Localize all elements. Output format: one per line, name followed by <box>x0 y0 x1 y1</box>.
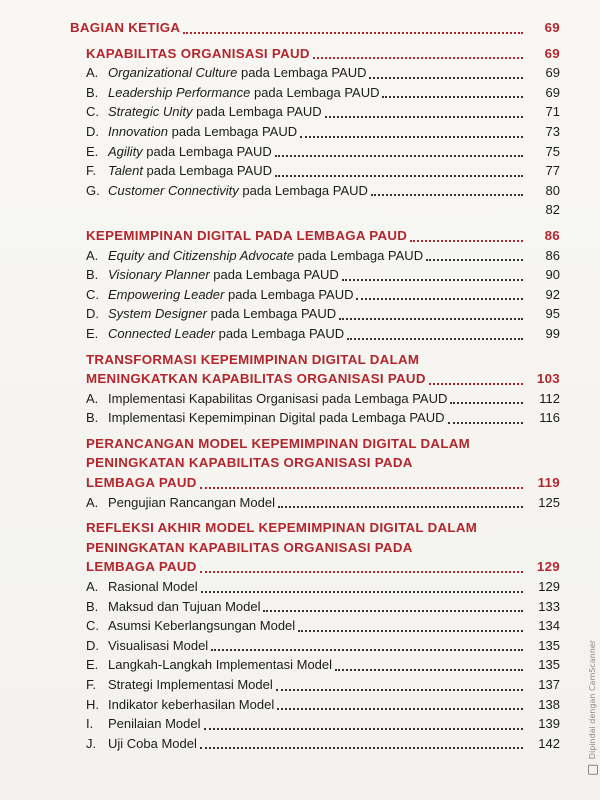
dot-leader <box>278 505 523 508</box>
dot-leader <box>204 727 523 730</box>
entry-page-number: 71 <box>545 104 560 120</box>
entry-title-text: Penilaian Model <box>108 716 201 732</box>
dot-leader <box>275 154 523 157</box>
entry-title <box>108 734 197 754</box>
entry-title-text: pada Lembaga PAUD <box>238 182 368 198</box>
entry-title <box>108 181 368 201</box>
toc-entry[interactable] <box>60 493 560 513</box>
entry-title-text: pada Lembaga PAUD <box>250 84 380 100</box>
entry-title-text: pada Lembaga PAUD <box>192 104 322 120</box>
dot-leader <box>450 401 523 404</box>
entry-page-number: 125 <box>538 494 560 510</box>
entry-title-italic: Strategic Unity <box>108 104 193 120</box>
entry-title <box>108 142 272 162</box>
toc-entry[interactable] <box>60 616 560 636</box>
toc-entry[interactable] <box>60 324 560 344</box>
entry-title-text: pada Lembaga PAUD <box>206 306 337 322</box>
section-heading-text: TRANSFORMASI KEPEMIMPINAN DIGITAL DALAM <box>86 351 420 367</box>
section-page-number: 103 <box>536 371 560 387</box>
entry-title <box>108 636 208 656</box>
toc-entry[interactable] <box>60 246 560 266</box>
entry-letter: A. <box>86 494 99 510</box>
toc-entry[interactable] <box>60 597 560 617</box>
section-heading[interactable] <box>60 369 560 389</box>
entry-letter: E. <box>86 143 99 159</box>
section-heading[interactable] <box>60 557 560 577</box>
entry-title-text: Maksud dan Tujuan Model <box>108 598 261 614</box>
entry-letter: C. <box>86 618 99 634</box>
entry-page-number: 129 <box>538 579 560 595</box>
dot-leader <box>263 609 523 612</box>
entry-title <box>108 161 272 181</box>
section-heading-line[interactable] <box>60 350 560 370</box>
dot-leader <box>410 239 523 242</box>
section-heading-text: PERANCANGAN MODEL KEPEMIMPINAN DIGITAL DALAM <box>86 435 471 451</box>
toc-entry[interactable] <box>60 181 560 201</box>
entry-title-italic: Equity and Citizenship Advocate <box>108 247 294 263</box>
entry-title-text: Langkah-Langkah Implementasi Model <box>108 657 333 673</box>
toc-entry[interactable] <box>60 675 560 695</box>
entry-title-text: pada Lembaga PAUD <box>293 247 424 263</box>
entry-title-text: pada Lembaga PAUD <box>142 143 272 159</box>
entry-title <box>108 63 366 83</box>
entry-title <box>108 714 201 734</box>
toc-entry[interactable] <box>60 285 560 305</box>
entry-title <box>108 285 353 305</box>
entry-title-italic: Connected Leader <box>108 325 215 341</box>
entry-page-number: 69 <box>545 65 560 81</box>
entry-title <box>108 616 295 636</box>
entry-page-number: 75 <box>545 143 560 159</box>
dot-leader <box>211 648 523 651</box>
entry-letter: F. <box>86 677 97 692</box>
dot-leader <box>382 95 523 98</box>
toc-entry[interactable] <box>60 577 560 597</box>
entry-page-number: 138 <box>538 696 560 712</box>
entry-letter: A. <box>86 65 99 81</box>
entry-page-number: 142 <box>538 735 560 751</box>
entry-letter: H. <box>86 696 99 712</box>
section-heading-text: LEMBAGA PAUD <box>86 475 197 491</box>
entry-title <box>108 597 260 617</box>
dot-leader <box>276 688 523 691</box>
entry-letter: D. <box>86 306 99 322</box>
toc-entry[interactable] <box>60 83 560 103</box>
entry-title <box>108 408 445 428</box>
entry-page-number: 112 <box>539 390 560 406</box>
dot-leader <box>200 486 523 489</box>
entry-title-text: Strategi Implementasi Model <box>108 677 273 692</box>
entry-letter: C. <box>86 286 99 302</box>
dot-leader <box>200 570 523 573</box>
entry-page-number: 133 <box>538 598 560 614</box>
entry-letter: B. <box>86 410 99 426</box>
section-heading[interactable] <box>60 226 560 246</box>
entry-page-number: 135 <box>538 637 560 653</box>
toc-entry[interactable] <box>60 161 560 181</box>
dot-leader <box>356 297 523 300</box>
section-page-number: 69 <box>544 20 560 35</box>
entry-title-text: Asumsi Keberlangsungan Model <box>108 618 296 634</box>
toc-entry[interactable] <box>60 695 560 715</box>
section-heading-text: PENINGKATAN KAPABILITAS ORGANISASI PADA <box>86 539 413 555</box>
entry-title-italic: Empowering Leader <box>108 286 225 302</box>
entry-page-number: 69 <box>545 84 560 100</box>
entry-page-number: 139 <box>538 716 560 732</box>
entry-title <box>108 675 273 695</box>
entry-letter: A. <box>86 247 99 263</box>
entry-title <box>108 577 198 597</box>
section-page-number: 119 <box>537 475 560 491</box>
entry-title-italic: Talent <box>108 163 143 179</box>
toc-entry[interactable] <box>60 304 560 324</box>
section-page-number: 129 <box>536 559 560 575</box>
entry-title <box>108 83 379 103</box>
entry-title-text: pada Lembaga PAUD <box>209 267 339 283</box>
entry-letter: B. <box>86 84 99 100</box>
entry-title-text: Pengujian Rancangan Model <box>108 494 275 510</box>
entry-title-italic: Customer Connectivity <box>108 182 239 198</box>
section-page-number: 69 <box>544 45 560 61</box>
section-heading[interactable] <box>60 44 560 64</box>
entry-letter: G. <box>86 182 100 198</box>
entry-page-number: 80 <box>545 182 560 198</box>
entry-page-number: 73 <box>545 123 560 139</box>
section-heading-text: PENINGKATAN KAPABILITAS ORGANISASI PADA <box>86 455 413 471</box>
watermark-text: Dipindai dengan CamScanner <box>588 640 597 760</box>
entry-letter: A. <box>86 579 99 595</box>
dot-leader <box>369 76 523 79</box>
table-of-contents <box>60 18 560 753</box>
section-heading-line[interactable] <box>60 434 560 454</box>
entry-title <box>108 695 274 715</box>
toc-entry[interactable] <box>60 265 560 285</box>
dot-leader <box>347 337 523 340</box>
dot-leader <box>275 174 523 177</box>
section-heading-text: REFLEKSI AKHIR MODEL KEPEMIMPINAN DIGITAL DALAM <box>86 520 478 536</box>
entry-title-text: Implementasi Kepemimpinan Digital pada Lembaga PAUD <box>108 410 445 426</box>
entry-title <box>108 102 322 122</box>
dot-leader <box>313 56 523 59</box>
toc-entry[interactable] <box>60 63 560 83</box>
entry-title-text: pada Lembaga PAUD <box>224 286 354 302</box>
entry-title-italic: System Designer <box>108 306 207 322</box>
dot-leader <box>325 115 523 118</box>
entry-title-italic: Visionary Planner <box>108 267 210 283</box>
entry-title-text: pada Lembaga PAUD <box>168 123 298 139</box>
entry-title <box>108 246 423 266</box>
entry-letter: B. <box>86 598 99 614</box>
camscanner-icon <box>588 765 598 775</box>
entry-letter: B. <box>86 267 99 283</box>
entry-letter: D. <box>86 637 99 653</box>
dot-leader <box>201 590 523 593</box>
toc-entry[interactable] <box>60 734 560 754</box>
entry-letter: F. <box>86 163 97 179</box>
entry-title-text: Uji Coba Model <box>108 735 197 751</box>
toc-entry[interactable] <box>60 102 560 122</box>
dot-leader <box>342 278 523 281</box>
entry-page-number: 135 <box>538 657 560 673</box>
entry-letter: E. <box>86 657 99 673</box>
entry-title-text: pada Lembaga PAUD <box>237 65 367 81</box>
entry-title <box>108 122 297 142</box>
entry-title-text: Visualisasi Model <box>108 637 209 653</box>
toc-entry[interactable] <box>60 389 560 409</box>
section-heading-text: KEPEMIMPINAN DIGITAL PADA LEMBAGA PAUD <box>86 227 408 243</box>
entry-title <box>108 324 344 344</box>
scanner-watermark <box>588 640 598 775</box>
dot-leader <box>371 193 523 196</box>
section-heading-text: LEMBAGA PAUD <box>86 559 197 575</box>
dot-leader <box>335 668 523 671</box>
entry-letter: J. <box>86 735 97 751</box>
entry-title <box>108 655 332 675</box>
entry-title-text: pada Lembaga PAUD <box>214 325 345 341</box>
entry-title <box>108 265 339 285</box>
toc-extra-page-line <box>60 200 560 220</box>
entry-page-number: 86 <box>545 247 560 263</box>
entry-page-number: 92 <box>545 286 560 302</box>
entry-page-number: 77 <box>545 163 560 179</box>
section-heading-line[interactable] <box>60 518 560 538</box>
entry-title-italic: Innovation <box>108 123 168 139</box>
entry-letter: C. <box>86 104 99 120</box>
entry-title-italic: Agility <box>108 143 143 159</box>
entry-title-text: Implementasi Kapabilitas Organisasi pada Lembaga PAUD <box>108 390 448 406</box>
entry-title-text: Indikator keberhasilan Model <box>108 696 275 712</box>
toc-entry[interactable] <box>60 408 560 428</box>
section-page-number: 86 <box>544 227 560 243</box>
dot-leader <box>183 31 523 34</box>
entry-title-italic: Leadership Performance <box>108 84 251 100</box>
toc-entry[interactable] <box>60 714 560 734</box>
entry-letter: E. <box>86 325 99 341</box>
entry-page-number: 134 <box>538 618 560 634</box>
entry-title-italic: Organizational Culture <box>108 65 238 81</box>
dot-leader <box>426 258 523 261</box>
section-heading[interactable] <box>60 18 560 38</box>
toc-entry[interactable] <box>60 636 560 656</box>
dot-leader <box>277 707 523 710</box>
section-heading-text: KAPABILITAS ORGANISASI PAUD <box>86 45 310 61</box>
dot-leader <box>298 629 523 632</box>
entry-title <box>108 493 275 513</box>
entry-page-number: 90 <box>545 267 560 283</box>
section-heading-text: BAGIAN KETIGA <box>70 20 181 35</box>
section-heading-line[interactable] <box>60 538 560 558</box>
entry-page-number: 116 <box>539 410 560 426</box>
section-heading-line[interactable] <box>60 453 560 473</box>
entry-page-number: 99 <box>545 325 560 341</box>
dot-leader <box>339 317 523 320</box>
section-heading[interactable] <box>60 473 560 493</box>
dot-leader <box>448 421 524 424</box>
entry-letter: A. <box>86 390 99 406</box>
dot-leader <box>300 135 523 138</box>
entry-letter: D. <box>86 123 99 139</box>
toc-entry[interactable] <box>60 142 560 162</box>
toc-entry[interactable] <box>60 122 560 142</box>
toc-entry[interactable] <box>60 655 560 675</box>
section-heading-text: MENINGKATKAN KAPABILITAS ORGANISASI PAUD <box>86 371 426 387</box>
entry-letter: I. <box>86 716 94 732</box>
entry-title <box>108 389 447 409</box>
entry-title <box>108 304 336 324</box>
dot-leader <box>200 746 523 749</box>
entry-page-number: 95 <box>545 306 560 322</box>
dot-leader <box>429 382 523 385</box>
entry-page-number: 82 <box>545 202 560 218</box>
entry-title-text: pada Lembaga PAUD <box>142 163 273 179</box>
entry-page-number: 137 <box>538 677 560 692</box>
entry-title-text: Rasional Model <box>108 579 198 595</box>
